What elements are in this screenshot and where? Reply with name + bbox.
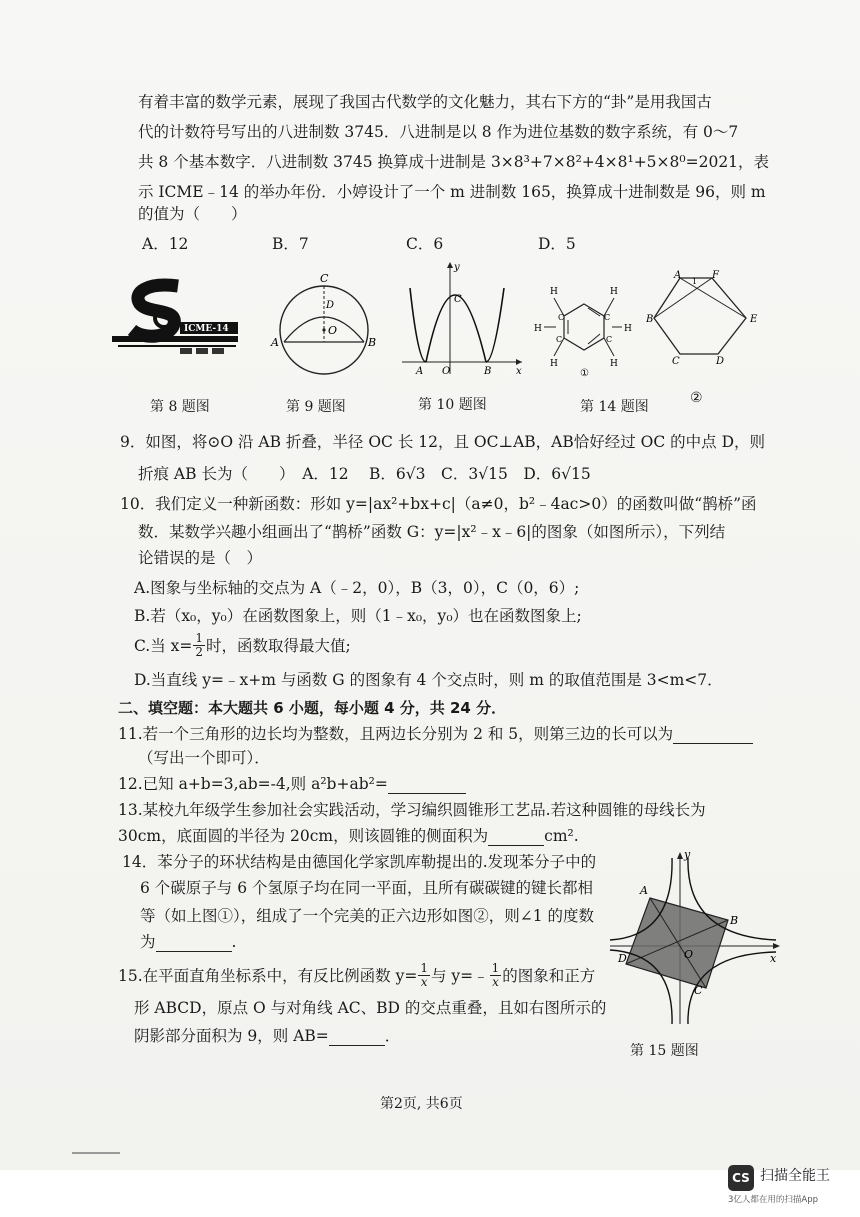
svg-text:H: H xyxy=(610,359,618,369)
fraction-denominator: x xyxy=(492,975,499,989)
q8-option-a: A．12 xyxy=(142,235,189,253)
svg-text:D: D xyxy=(716,356,725,367)
q8-option-d: D．5 xyxy=(538,235,576,253)
svg-text:B: B xyxy=(730,914,739,927)
caption-fig9: 第 9 题图 xyxy=(286,399,346,415)
q15-text-pre: 15.在平面直角坐标系中，有反比例函数 y= xyxy=(118,966,418,985)
svg-text:H: H xyxy=(550,287,558,297)
svg-text:F: F xyxy=(712,270,719,281)
svg-text:H: H xyxy=(610,287,618,297)
q15-period: ． xyxy=(384,1027,401,1045)
q15-text-post: 的图象和正方 xyxy=(502,966,596,985)
svg-text:C: C xyxy=(556,335,563,344)
q8-line2: 代的计数符号写出的八进制数 3745．八进制是以 8 作为进位基数的数字系统，有 0～7 xyxy=(138,123,739,141)
q10-line3: 论错误的是（ ） xyxy=(138,549,263,567)
q15-answer-blank[interactable] xyxy=(329,1029,385,1046)
svg-text:E: E xyxy=(750,314,758,325)
q13-line2 xyxy=(118,826,579,846)
q10-fraction xyxy=(193,632,205,659)
q13-unit: cm². xyxy=(544,827,579,845)
hexagon-figure xyxy=(646,268,776,368)
svg-text:B: B xyxy=(484,366,492,377)
svg-text:H: H xyxy=(550,359,558,369)
circled-2: ② xyxy=(690,390,703,406)
svg-text:B: B xyxy=(368,336,377,349)
q8-line3: 共 8 个基本数字．八进制数 3745 换算成十进制是 3×8³+7×8²+4×8¹+5×8⁰=2021，表 xyxy=(138,153,770,171)
svg-text:C: C xyxy=(320,272,329,285)
svg-text:A: A xyxy=(640,884,648,897)
q11-text: 11.若一个三角形的边长均为整数，且两边长分别为 2 和 5，则第三边的长可以为 xyxy=(118,725,674,743)
q10-line2: 数．某数学兴趣小组画出了“鹊桥”函数 G：y=|x²﹣x﹣6|的图象（如图所示），下列结 xyxy=(138,523,726,541)
svg-text:A: A xyxy=(674,270,682,281)
fold-circle-figure xyxy=(262,268,382,378)
q12-text: 12.已知 a+b=3,ab=-4,则 a²b+ab²= xyxy=(118,775,388,793)
q11-answer-blank[interactable] xyxy=(673,727,753,744)
q14-period: . xyxy=(231,933,237,951)
q15-line1 xyxy=(118,962,595,989)
q9-line1: 9．如图，将⊙O 沿 AB 折叠，半径 OC 长 12，且 OC⊥AB，AB恰好经过 OC 的中点 D，则 xyxy=(120,433,766,451)
q15-fraction-1 xyxy=(418,962,430,989)
q10-option-c-suffix: 时，函数取得最大值; xyxy=(206,636,351,655)
svg-text:H: H xyxy=(534,324,542,334)
q10-option-b: B.若（x₀，y₀）在函数图象上，则（1﹣x₀，y₀）也在函数图象上; xyxy=(134,607,582,625)
q15-text: 阴影部分面积为 9，则 AB= xyxy=(134,1027,329,1045)
abs-parabola-figure xyxy=(396,258,528,378)
svg-text:x: x xyxy=(516,366,522,377)
q15-line3 xyxy=(134,1026,400,1046)
svg-text:O: O xyxy=(684,948,694,961)
benzene-figure xyxy=(534,276,634,386)
svg-text:D: D xyxy=(326,300,335,311)
q13-line1: 13.某校九年级学生参加社会实践活动，学习编织圆锥形工艺品.若这种圆锥的母线长为 xyxy=(118,801,706,819)
q15-fraction-2 xyxy=(490,962,502,989)
svg-text:D: D xyxy=(618,952,627,965)
q11-line1 xyxy=(118,724,753,744)
q8-line1: 有着丰富的数学元素，展现了我国古代数学的文化魅力，其右下方的“卦”是用我国古 xyxy=(138,93,712,111)
svg-text:H: H xyxy=(624,324,632,334)
svg-text:y: y xyxy=(684,848,691,861)
q8-option-c: C．6 xyxy=(406,235,444,253)
section-fill-blank-heading: 二、填空题：本大题共 6 小题，每小题 4 分，共 24 分． xyxy=(118,699,507,717)
q15-line2: 形 ABCD，原点 O 与对角线 AC、BD 的交点重叠，且如右图所示的 xyxy=(134,999,607,1017)
caption-fig15: 第 15 题图 xyxy=(630,1043,699,1059)
scanner-subtitle: 3亿人都在用的扫描App xyxy=(728,1195,819,1205)
cs-icon: CS xyxy=(728,1165,754,1191)
svg-text:O: O xyxy=(442,366,451,377)
svg-text:C: C xyxy=(454,294,462,305)
svg-text:C: C xyxy=(672,356,680,367)
svg-text:B: B xyxy=(646,314,654,325)
scanner-title: 扫描全能王 xyxy=(760,1168,830,1184)
q15-text-mid: 与 y=﹣ xyxy=(430,966,489,985)
fraction-numerator: 1 xyxy=(420,961,428,975)
fraction-numerator: 1 xyxy=(195,631,204,645)
q14-answer-blank[interactable] xyxy=(156,935,232,952)
q10-option-a: A.图象与坐标轴的交点为 A（﹣2，0），B（3，0），C（0，6）; xyxy=(134,579,580,597)
caption-fig8: 第 8 题图 xyxy=(150,399,210,415)
q13-text: 30cm，底面圆的半径为 20cm，则该圆锥的侧面积为 xyxy=(118,827,489,845)
caption-fig14: 第 14 题图 xyxy=(580,399,649,415)
q8-line4: 示 ICME﹣14 的举办年份．小婷设计了一个 m 进制数 165，换算成十进制数是 96，则 m xyxy=(138,183,766,201)
q10-option-c-prefix: C.当 x= xyxy=(134,636,193,655)
hyperbola-square-figure xyxy=(606,848,784,1028)
q8-option-b: B．7 xyxy=(272,235,309,253)
caption-fig10: 第 10 题图 xyxy=(418,397,487,413)
logo-text: ICME-14 xyxy=(184,324,229,334)
scanner-logo xyxy=(728,1163,846,1203)
fraction-denominator: 2 xyxy=(195,645,204,659)
svg-text:x: x xyxy=(770,952,777,965)
q10-option-d: D.当直线 y=﹣x+m 与函数 G 的图象有 4 个交点时，则 m 的取值范围是 3<m<7． xyxy=(134,671,723,689)
q12-line1 xyxy=(118,774,466,794)
svg-text:A: A xyxy=(416,366,424,377)
svg-text:C: C xyxy=(604,313,611,322)
svg-text:A: A xyxy=(271,336,279,349)
q9-line2: 折痕 AB 长为（ ） A．12 B．6√3 C．3√15 D．6√15 xyxy=(138,465,591,483)
q10-line1: 10．我们定义一种新函数：形如 y=|ax²+bx+c|（a≠0，b²﹣4ac>0）的函数叫做“鹊桥”函 xyxy=(120,495,757,513)
svg-text:y: y xyxy=(454,262,460,273)
page-number: 第2页, 共6页 xyxy=(380,1096,463,1112)
svg-text:1: 1 xyxy=(692,277,698,286)
q11-line2: （写出一个即可）． xyxy=(138,749,270,767)
scan-mark xyxy=(72,1152,120,1154)
q14-line2: 6 个碳原子与 6 个氢原子均在同一平面，且所有碳碳键的键长都相 xyxy=(140,879,594,897)
fraction-numerator: 1 xyxy=(491,961,500,975)
q14-text: 为 xyxy=(140,933,156,951)
svg-text:O: O xyxy=(328,324,338,337)
q12-answer-blank[interactable] xyxy=(388,777,466,794)
q10-option-c xyxy=(134,632,351,659)
svg-text:C: C xyxy=(694,984,703,997)
svg-text:C: C xyxy=(558,313,565,322)
svg-text:C: C xyxy=(606,335,613,344)
q14-line4 xyxy=(140,932,236,952)
icme-logo-figure xyxy=(108,278,248,358)
q14-line3: 等（如上图①），组成了一个完美的正六边形如图②，则∠1 的度数 xyxy=(140,907,595,925)
q8-line5: 的值为（ ） xyxy=(138,205,247,223)
circled-1: ① xyxy=(580,368,589,379)
q14-line1: 14．苯分子的环状结构是由德国化学家凯库勒提出的.发现苯分子中的 xyxy=(122,853,597,871)
fraction-denominator: x xyxy=(420,975,428,989)
q13-answer-blank[interactable] xyxy=(488,829,544,846)
